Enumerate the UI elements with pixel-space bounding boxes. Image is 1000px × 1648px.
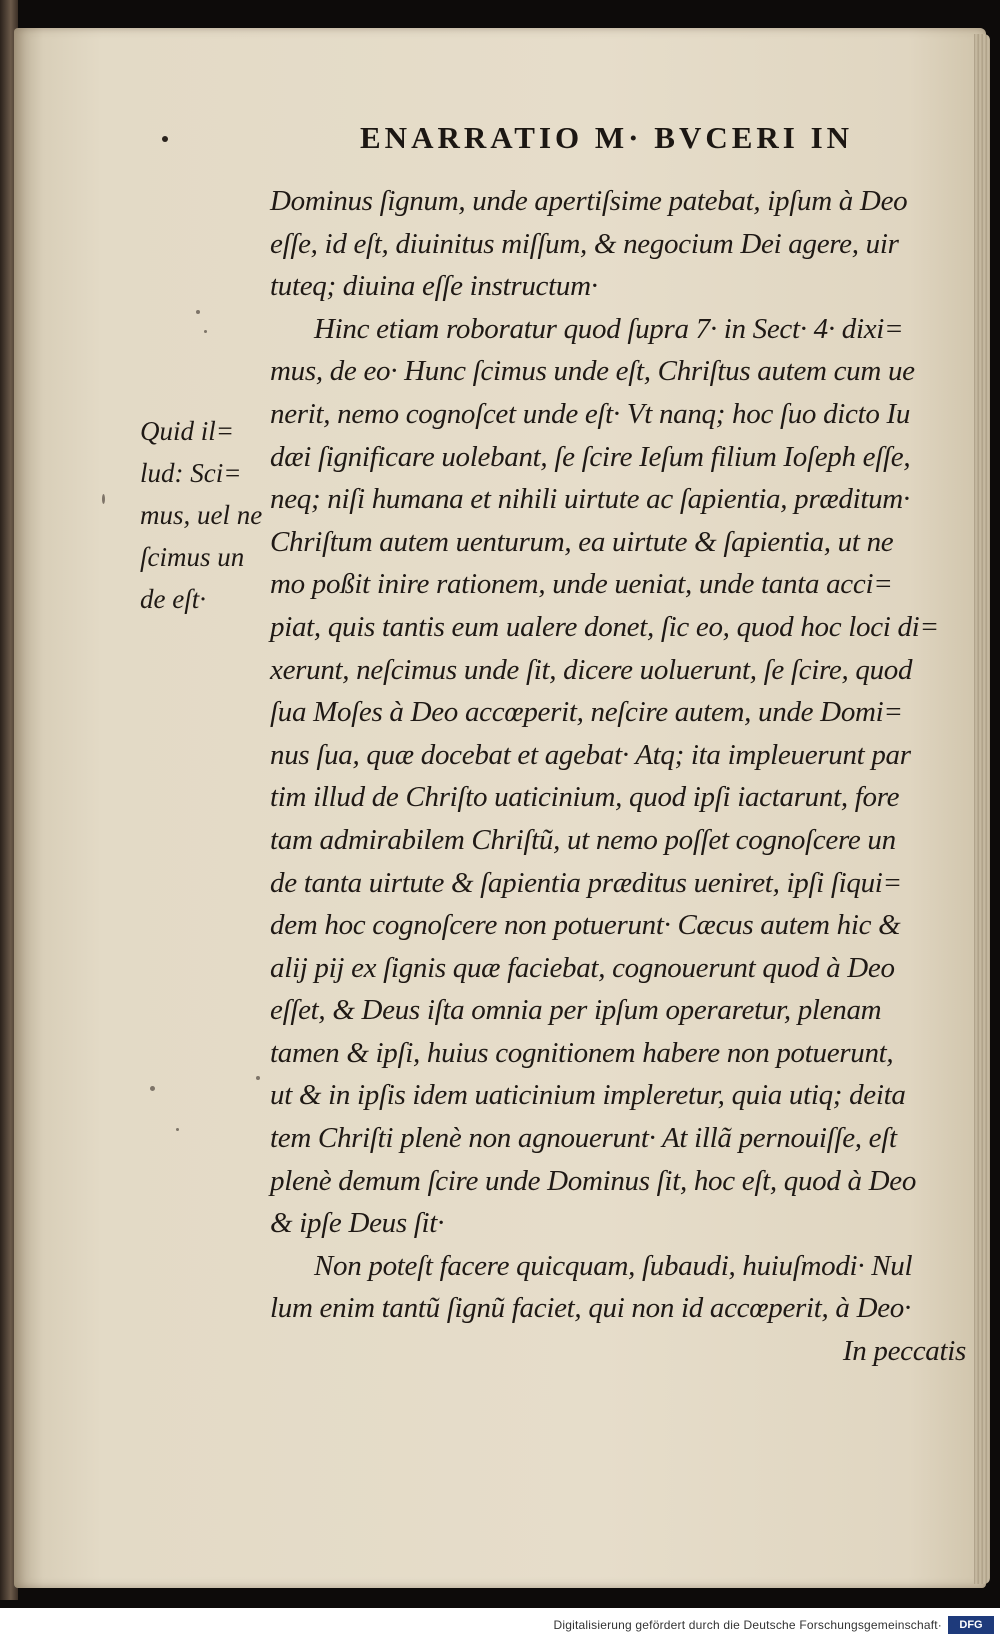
text-line: xerunt, neſcimus unde ſit, dicere uoluerunt, ſe ſcire, quod	[270, 653, 913, 686]
text-line: ut & in ipſis idem uaticinium impleretur, quia utiq; deita	[270, 1079, 906, 1112]
text-line: dem hoc cognoſcere non potuerunt· Cæcus autem hic &	[270, 909, 901, 942]
text-line: eſſet, & Deus iſta omnia per ipſum operaretur, plenam	[270, 994, 882, 1027]
ink-speck	[196, 310, 200, 314]
marginal-note-line: mus, uel ne	[140, 500, 263, 530]
ink-speck	[256, 1076, 260, 1080]
dfg-logo: DFG	[948, 1616, 994, 1634]
text-line: tuteq; diuina eſſe instructum·	[270, 270, 598, 303]
text-line: mo poßit inire rationem, unde ueniat, unde tanta acci=	[270, 568, 893, 601]
ink-speck	[102, 494, 105, 504]
text-line: ſua Moſes à Deo accœperit, neſcire autem, unde Domi=	[270, 696, 903, 729]
text-line: neq; niſi humana et nihili uirtute ac ſapientia, præditum·	[270, 483, 910, 516]
ink-speck	[176, 1128, 179, 1131]
text-line: nerit, nemo cognoſcet unde eſt· Vt nanq; hoc ſuo dicto Iu	[270, 397, 911, 430]
marginal-note	[140, 410, 270, 620]
text-line: tim illud de Chriſto uaticinium, quod ipſi iactarunt, fore	[270, 781, 900, 814]
text-line: tam admirabilem Chriſtũ, ut nemo poſſet cognoſcere un	[270, 823, 896, 856]
marginal-note-line: de eſt·	[140, 584, 206, 614]
text-line: tem Chriſti plenè non agnouerunt· At illã pernouiſſe, eſt	[270, 1122, 897, 1155]
footer-credit: Digitalisierung gefördert durch die Deutsche Forschungsgemeinschaft·	[553, 1618, 942, 1632]
running-head: ENARRATIO M· BVCERI IN	[360, 120, 854, 155]
text-line: nus ſua, quæ docebat et agebat· Atq; ita impleuerunt par	[270, 738, 911, 771]
text-line: de tanta uirtute & ſapientia præditus ueniret, ipſi ſiqui=	[270, 866, 902, 899]
catchword: In peccatis	[842, 1335, 966, 1368]
ink-speck	[150, 1086, 155, 1091]
text-line: Hinc etiam roboratur quod ſupra 7· in Sect· 4· dixi=	[314, 312, 904, 345]
text-line: tamen & ipſi, huius cognitionem habere non potuerunt,	[270, 1036, 894, 1069]
running-head-ornament	[162, 136, 168, 142]
text-line: mus, de eo· Hunc ſcimus unde eſt, Chriſtus autem cum ue	[270, 355, 915, 388]
text-line: alij pij ex ſignis quæ faciebat, cognouerunt quod à Deo	[270, 951, 895, 984]
text-line: dæi ſignificare uolebant, ſe ſcire Ieſum filium Ioſeph eſſe,	[270, 440, 911, 473]
text-line: plenè demum ſcire unde Dominus ſit, hoc eſt, quod à Deo	[270, 1164, 917, 1197]
marginal-note-line: Quid il=	[140, 416, 234, 446]
text-line: lum enim tantũ ſignũ faciet, qui non id accœperit, à Deo·	[270, 1292, 911, 1325]
text-line: Chriſtum autem uenturum, ea uirtute & ſapientia, ut ne	[270, 525, 894, 558]
marginal-note-line: lud: Sci=	[140, 458, 242, 488]
ink-speck	[204, 330, 207, 333]
text-line: piat, quis tantis eum ualere donet, ſic eo, quod hoc loci di=	[270, 610, 939, 643]
text-line: eſſe, id eſt, diuinitus miſſum, & negocium Dei agere, uir	[270, 227, 899, 260]
text-line: Dominus ſignum, unde apertiſsime patebat, ipſum à Deo	[270, 185, 908, 217]
footer-bar	[0, 1608, 1000, 1648]
text-line: Non poteſt facere quicquam, ſubaudi, huiuſmodi· Nul	[314, 1249, 913, 1282]
body-text	[270, 180, 980, 1373]
marginal-note-line: ſcimus un	[140, 542, 245, 572]
text-line: & ipſe Deus ſit·	[270, 1207, 445, 1240]
